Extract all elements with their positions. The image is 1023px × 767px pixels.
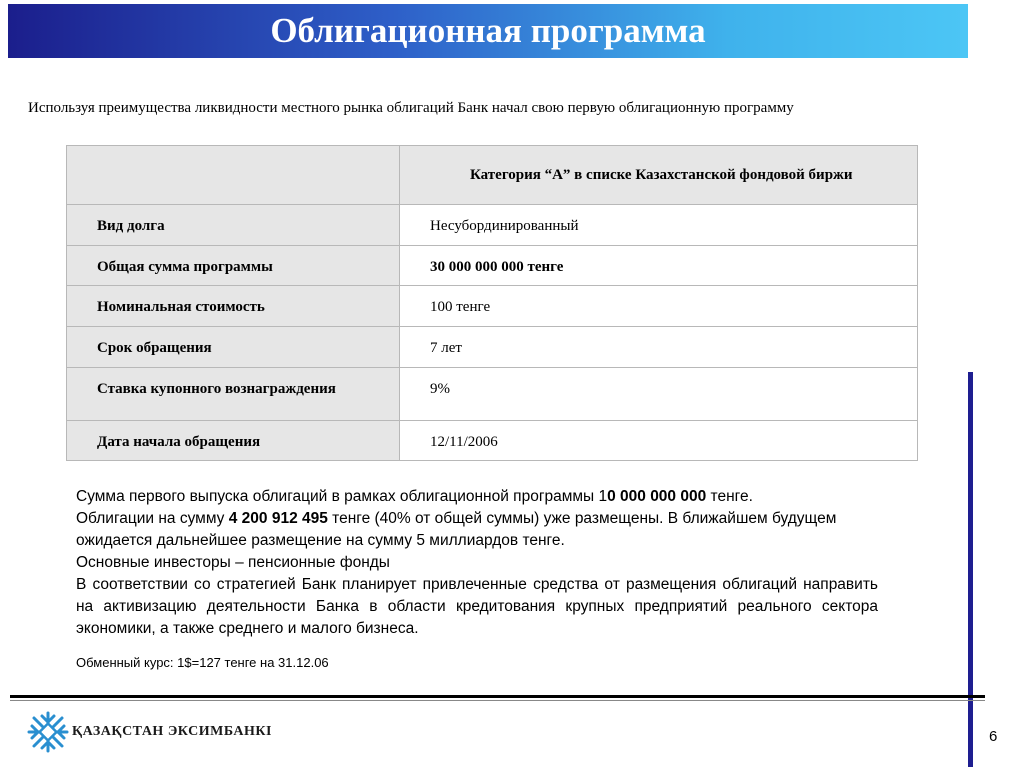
logo-text: ҚАЗАҚСТАН ЭКСИМБАНКІ — [72, 724, 272, 739]
body-paragraph: В соответствии со стратегией Банк планирует привлеченные средства от размещения облигаций направить на активизацию деятельности Банка в области кредитования крупных предприятий реального сектора экономики, а также среднего и малого бизнеса. — [76, 576, 878, 637]
body-text-span: тенге (40% от общей суммы) уже размещены. В ближайшем будущем ожидается дальнейшее размещение на сумму 5 миллиардов тенге. — [76, 510, 837, 549]
exchange-rate-note: Обменный курс: 1$=127 тенге на 31.12.06 — [76, 655, 329, 670]
table-row — [67, 246, 918, 286]
footer-divider-thin — [10, 700, 985, 701]
footer-divider — [10, 695, 985, 698]
table-header-row — [67, 146, 918, 205]
first-issue-amount: 0 000 000 000 — [607, 488, 707, 505]
row-value: Несубординированный — [400, 205, 918, 246]
intro-text: Используя преимущества ликвидности местного рынка облигаций Банк начал свою первую облигационную программу — [28, 100, 794, 116]
body-paragraph — [76, 508, 878, 552]
row-label: Срок обращения — [67, 327, 400, 368]
table-row — [67, 327, 918, 368]
row-value: 100 тенге — [400, 286, 918, 327]
body-paragraph — [76, 486, 878, 508]
placed-amount: 4 200 912 495 — [228, 510, 328, 527]
row-value: 30 000 000 000 тенге — [400, 246, 918, 286]
row-value: 7 лет — [400, 327, 918, 368]
table-row — [67, 205, 918, 246]
header-cell: Категория “A” в списке Казахстанской фондовой биржи — [400, 146, 918, 205]
page-title: Облигационная программа — [270, 11, 706, 50]
row-label: Ставка купонного вознаграждения — [67, 368, 400, 421]
body-paragraph: Основные инвесторы – пенсионные фонды — [76, 554, 390, 571]
body-text-span: тенге. — [706, 488, 753, 505]
snowflake-ornament-icon — [26, 710, 70, 754]
row-value: 9% — [400, 368, 918, 421]
table-row — [67, 421, 918, 461]
row-label: Номинальная стоимость — [67, 286, 400, 327]
header-empty-cell — [67, 146, 400, 205]
row-label: Общая сумма программы — [67, 246, 400, 286]
body-text-span: Сумма первого выпуска облигаций в рамках облигационной программы 1 — [76, 488, 608, 505]
page-number: 6 — [989, 728, 998, 745]
table-row — [67, 368, 918, 421]
body-text — [76, 486, 878, 640]
row-value: 12/11/2006 — [400, 421, 918, 461]
body-text-span: Облигации на сумму — [76, 510, 229, 527]
accent-vertical-line — [968, 372, 973, 767]
row-label: Дата начала обращения — [67, 421, 400, 461]
title-bar — [8, 4, 968, 58]
row-label: Вид долга — [67, 205, 400, 246]
bond-program-table — [66, 145, 918, 461]
table-row — [67, 286, 918, 327]
